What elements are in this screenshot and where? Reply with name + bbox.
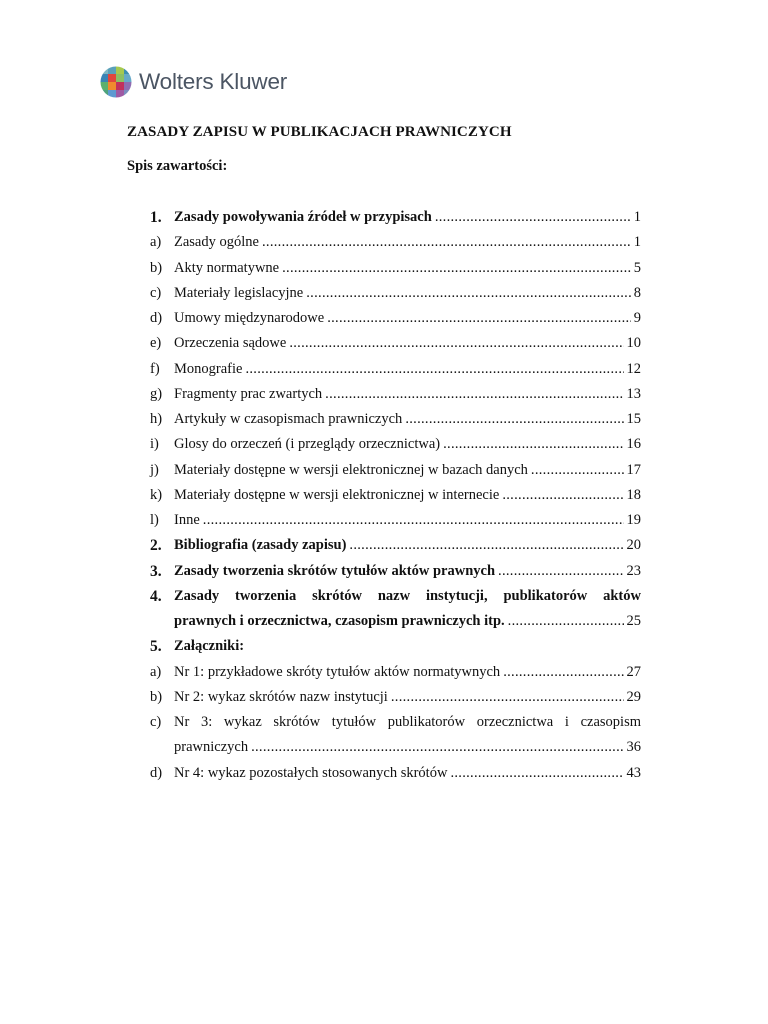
toc-entry-title: Załączniki:: [174, 638, 245, 655]
toc-entry-number: l): [150, 512, 159, 528]
toc-entry-number: f): [150, 360, 160, 377]
toc-entry-page: 29: [626, 688, 641, 705]
toc-entry-line: [174, 230, 641, 255]
toc-entry-number: 3.: [150, 562, 162, 580]
toc-heading: Spis zawartości:: [127, 158, 228, 174]
toc-entry-title-line2: prawnych i orzecznictwa, czasopism prawniczych itp.: [174, 613, 505, 629]
toc-entry-title-line1: Zasady tworzenia skrótów nazw instytucji, publikatorów aktów: [174, 587, 641, 604]
toc-entry-number: h): [150, 411, 163, 427]
toc-entry-line: [174, 660, 641, 685]
toc-entry-title: Materiały dostępne w wersji elektronicznej w internecie: [174, 486, 500, 503]
toc-leader-dots: [251, 735, 623, 760]
toc-entry-line: [174, 256, 641, 281]
toc-entry-page: 1: [633, 234, 641, 251]
toc-entry-page: 13: [626, 385, 641, 402]
toc-entry-title: Glosy do orzeczeń (i przeglądy orzecznictwa): [174, 436, 441, 453]
toc-entry-number: k): [150, 486, 163, 503]
toc-entry[interactable]: [150, 761, 641, 786]
toc-entry-title-line1: Nr 3: wykaz skrótów tytułów publikatorów orzecznictwa i czasopism: [174, 714, 641, 730]
toc-entry-page: 27: [626, 663, 641, 680]
toc-entry-title: Inne: [174, 512, 200, 528]
toc-entry-number: b): [150, 688, 163, 705]
toc-leader-dots: [349, 533, 623, 558]
toc-entry[interactable]: [150, 533, 641, 558]
toc-entry-title: Zasady ogólne: [174, 234, 259, 251]
toc-entry[interactable]: [150, 331, 641, 356]
toc-entry-line: [174, 634, 641, 659]
toc-entry[interactable]: [150, 357, 641, 382]
toc-entry-line: [174, 407, 641, 432]
toc-entry[interactable]: [150, 382, 641, 407]
toc-entry-page: 9: [633, 310, 641, 326]
toc-entry-line: [174, 432, 641, 457]
toc-leader-dots: [306, 281, 631, 306]
toc-entry-title: Bibliografia (zasady zapisu): [174, 537, 347, 554]
toc-leader-dots: [502, 483, 623, 508]
toc-entry[interactable]: [150, 281, 641, 306]
toc-entry[interactable]: [150, 710, 641, 761]
toc-entry-page: 20: [626, 537, 641, 554]
toc-entry-number: d): [150, 764, 163, 781]
toc-entry-line: [174, 685, 641, 710]
toc-entry-page: 8: [633, 284, 641, 301]
toc-entry-page: 25: [626, 613, 641, 629]
toc-entry-page: 1: [633, 209, 641, 225]
toc-entry-line: [174, 306, 641, 331]
toc-entry[interactable]: [150, 483, 641, 508]
toc-entry-title: Materiały dostępne w wersji elektronicznej w bazach danych: [174, 461, 528, 478]
toc-entry[interactable]: [150, 634, 641, 659]
toc-entry-title: Zasady tworzenia skrótów tytułów aktów prawnych: [174, 562, 496, 579]
brand-name: Wolters Kluwer: [139, 69, 288, 94]
toc-entry-line: [174, 458, 641, 483]
toc-entry-page: 19: [626, 512, 641, 528]
toc-entry-number: g): [150, 385, 163, 402]
toc-leader-dots: [435, 205, 631, 230]
toc-entry-title-line2: prawniczych: [174, 739, 249, 756]
table-of-contents: [150, 205, 641, 786]
toc-entry-number: a): [150, 663, 162, 680]
toc-entry-line: [174, 483, 641, 508]
toc-entry-line: [174, 331, 641, 356]
toc-entry-page: 5: [633, 259, 641, 276]
toc-entry-number: i): [150, 436, 159, 453]
brand-logo: [100, 66, 287, 98]
toc-entry-line: [174, 710, 641, 761]
toc-entry-page: 43: [626, 764, 641, 781]
toc-entry-number: c): [150, 714, 162, 730]
toc-entry-line: [174, 584, 641, 635]
toc-leader-dots: [262, 230, 631, 255]
toc-entry-line: [174, 559, 641, 584]
toc-entry-line: [174, 382, 641, 407]
toc-entry-title: Orzeczenia sądowe: [174, 335, 287, 352]
toc-leader-dots: [503, 660, 623, 685]
toc-entry[interactable]: [150, 559, 641, 584]
toc-entry-line2: [174, 609, 641, 634]
toc-entry-page: 23: [626, 562, 641, 579]
toc-entry-title: Umowy międzynarodowe: [174, 310, 325, 326]
toc-entry[interactable]: [150, 407, 641, 432]
toc-entry-page: 16: [626, 436, 641, 453]
toc-entry-number: d): [150, 310, 163, 326]
toc-entry[interactable]: [150, 660, 641, 685]
toc-entry-number: a): [150, 234, 162, 251]
toc-entry-number: e): [150, 335, 162, 352]
toc-entry-title: Akty normatywne: [174, 259, 280, 276]
toc-leader-dots: [450, 761, 623, 786]
toc-entry-number: c): [150, 284, 162, 301]
toc-entry-line: [174, 761, 641, 786]
toc-entry-page: 17: [626, 461, 641, 478]
toc-entry-number: b): [150, 259, 163, 276]
toc-leader-dots: [282, 256, 631, 281]
toc-entry-line: [174, 205, 641, 230]
toc-entry-title: Fragmenty prac zwartych: [174, 385, 323, 402]
toc-leader-dots: [508, 609, 624, 634]
toc-entry-title: Nr 1: przykładowe skróty tytułów aktów normatywnych: [174, 663, 501, 680]
toc-entry-title: Artykuły w czasopismach prawniczych: [174, 411, 403, 427]
toc-entry-number: 1.: [150, 209, 162, 226]
toc-entry[interactable]: [150, 205, 641, 230]
toc-entry[interactable]: [150, 584, 641, 635]
toc-entry-title: Nr 2: wykaz skrótów nazw instytucji: [174, 688, 388, 705]
toc-entry[interactable]: [150, 230, 641, 255]
toc-leader-dots: [245, 357, 623, 382]
toc-entry-line: [174, 357, 641, 382]
toc-entry-number: 5.: [150, 638, 162, 656]
toc-entry-title: Nr 4: wykaz pozostałych stosowanych skrótów: [174, 764, 448, 781]
toc-leader-dots: [405, 407, 623, 432]
toc-entry[interactable]: [150, 685, 641, 710]
document-title: ZASADY ZAPISU W PUBLIKACJACH PRAWNICZYCH: [127, 124, 512, 140]
toc-leader-dots: [325, 382, 623, 407]
toc-entry-page: 36: [626, 739, 641, 756]
toc-entry-number: 4.: [150, 587, 162, 605]
toc-leader-dots: [498, 559, 623, 584]
toc-entry-line: [174, 533, 641, 558]
toc-entry-line: [174, 508, 641, 533]
toc-leader-dots: [289, 331, 623, 356]
toc-entry-page: 12: [626, 360, 641, 377]
toc-entry[interactable]: [150, 432, 641, 457]
toc-entry[interactable]: [150, 458, 641, 483]
toc-entry-title: Monografie: [174, 360, 243, 377]
toc-leader-dots: [203, 508, 624, 533]
toc-entry-number: j): [150, 461, 159, 478]
wolters-kluwer-logo-icon: [100, 66, 132, 98]
toc-entry-page: 10: [626, 335, 641, 352]
toc-entry[interactable]: [150, 306, 641, 331]
toc-entry-page: 15: [626, 411, 641, 427]
toc-entry-title: Zasady powoływania źródeł w przypisach: [174, 209, 432, 225]
toc-entry-number: 2.: [150, 537, 162, 555]
toc-entry-title: Materiały legislacyjne: [174, 284, 304, 301]
toc-entry[interactable]: [150, 508, 641, 533]
toc-leader-dots: [531, 458, 624, 483]
toc-entry[interactable]: [150, 256, 641, 281]
toc-leader-dots: [443, 432, 623, 457]
toc-leader-dots: [391, 685, 624, 710]
toc-entry-page: 18: [626, 486, 641, 503]
toc-entry-line: [174, 281, 641, 306]
toc-entry-line2: [174, 735, 641, 760]
toc-leader-dots: [327, 306, 631, 331]
